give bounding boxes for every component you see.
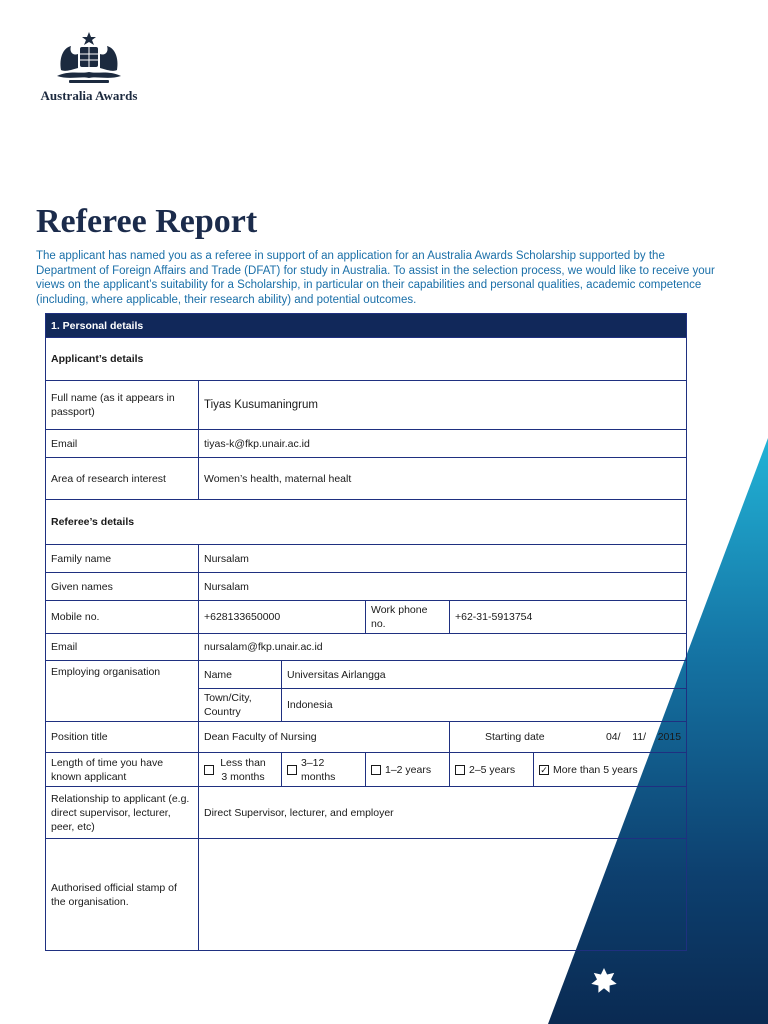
checkbox-checked-icon[interactable]: ✓ bbox=[540, 764, 548, 775]
applicant-email-label: Email bbox=[46, 430, 199, 458]
full-name-field[interactable]: Tiyas Kusumaningrum bbox=[199, 381, 687, 430]
start-month: 11/ bbox=[632, 731, 647, 743]
full-name-label: Full name (as it appears in passport) bbox=[46, 381, 199, 430]
relationship-label: Relationship to applicant (e.g. direct supervisor, lecturer, peer, etc) bbox=[46, 787, 199, 839]
mobile-label: Mobile no. bbox=[46, 601, 199, 634]
checkbox-icon[interactable] bbox=[455, 765, 465, 775]
starting-date-field[interactable] bbox=[606, 730, 681, 744]
applicant-email-field[interactable]: tiyas-k@fkp.unair.ac.id bbox=[199, 430, 687, 458]
commonwealth-star-icon bbox=[589, 966, 619, 996]
work-phone-field[interactable]: +62-31-5913754 bbox=[450, 601, 687, 634]
org-name-label: Name bbox=[199, 661, 282, 689]
brand-name: Australia Awards bbox=[40, 88, 138, 103]
work-phone-label: Work phone no. bbox=[366, 601, 450, 634]
stamp-area[interactable] bbox=[199, 839, 687, 951]
intro-paragraph: The applicant has named you as a referee in support of an application for an Australia Awards Scholarship supported by the Department of Foreign Affairs and Trade (DFAT) for study in Australia. To assist in the selection process, we would like to receive your views on the applicant’s suitability for a Scholarship, in particular on their capabilities and personal qualities, academic competence (including, where applicable, their research ability) and potential outcomes. bbox=[36, 250, 715, 306]
section-header: 1. Personal details bbox=[46, 314, 687, 338]
position-title-label: Position title bbox=[46, 722, 199, 753]
employing-org-label: Employing organisation bbox=[46, 661, 199, 722]
personal-details-form bbox=[45, 313, 687, 951]
length-option-1-2-years[interactable]: 1–2 years bbox=[366, 753, 450, 787]
relationship-field[interactable]: Direct Supervisor, lecturer, and employer bbox=[199, 787, 687, 839]
given-names-label: Given names bbox=[46, 573, 199, 601]
starting-date-cell bbox=[450, 722, 687, 753]
length-option-more-5-years[interactable]: ✓ More than 5 years bbox=[534, 753, 687, 787]
research-interest-field[interactable]: Women’s health, maternal healt bbox=[199, 458, 687, 500]
stamp-label: Authorised official stamp of the organisation. bbox=[46, 839, 199, 951]
family-name-field[interactable]: Nursalam bbox=[199, 545, 687, 573]
length-option-less-3-months[interactable]: Less than 3 months bbox=[199, 753, 282, 787]
research-interest-label: Area of research interest bbox=[46, 458, 199, 500]
org-city-label: Town/City, Country bbox=[199, 689, 282, 722]
org-name-field[interactable]: Universitas Airlangga bbox=[282, 661, 687, 689]
starting-date-label: Starting date bbox=[485, 731, 545, 743]
start-year: 2015 bbox=[657, 731, 682, 743]
given-names-field[interactable]: Nursalam bbox=[199, 573, 687, 601]
checkbox-icon[interactable] bbox=[204, 765, 214, 775]
org-city-field[interactable]: Indonesia bbox=[282, 689, 687, 722]
length-option-2-5-years[interactable]: 2–5 years bbox=[450, 753, 534, 787]
page-title: Referee Report bbox=[36, 203, 258, 240]
applicant-details-heading: Applicant’s details bbox=[46, 338, 687, 381]
family-name-label: Family name bbox=[46, 545, 199, 573]
start-day: 04/ bbox=[605, 731, 621, 743]
referee-email-field[interactable]: nursalam@fkp.unair.ac.id bbox=[199, 634, 687, 661]
referee-details-heading: Referee’s details bbox=[46, 500, 687, 545]
mobile-field[interactable]: +628133650000 bbox=[199, 601, 366, 634]
length-option-3-12-months[interactable]: 3–12 months bbox=[282, 753, 366, 787]
australia-awards-logo bbox=[36, 30, 142, 104]
position-title-field[interactable]: Dean Faculty of Nursing bbox=[199, 722, 450, 753]
referee-email-label: Email bbox=[46, 634, 199, 661]
checkbox-icon[interactable] bbox=[371, 765, 381, 775]
checkbox-icon[interactable] bbox=[287, 765, 297, 775]
length-known-label: Length of time you have known applicant bbox=[46, 753, 199, 787]
coat-of-arms-icon bbox=[49, 30, 129, 86]
